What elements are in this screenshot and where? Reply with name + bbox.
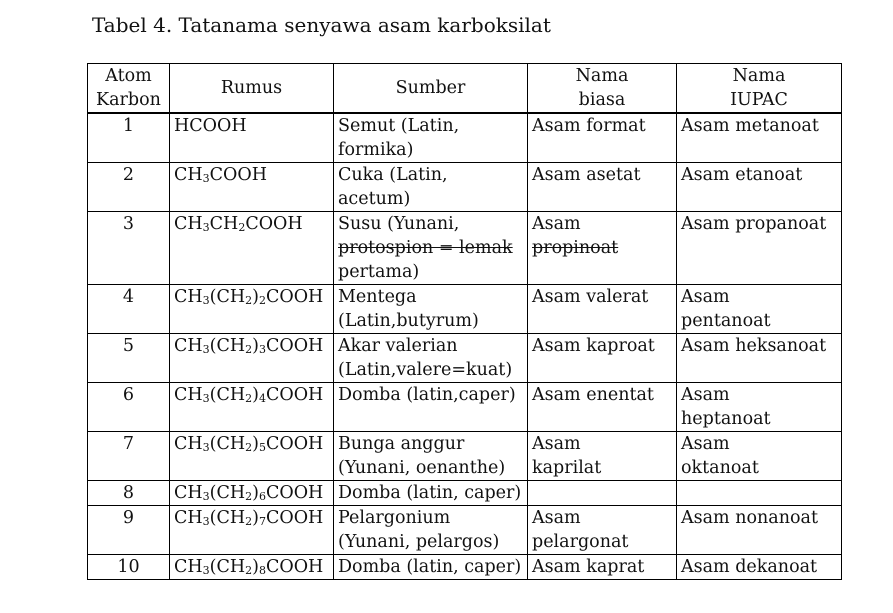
formula [170,212,334,285]
source [334,113,528,163]
formula-part: CH [174,557,203,577]
source-text: (Latin,valere=kuat) [338,360,513,380]
common-name-text: Asam [532,434,581,454]
formula-part: (CH [209,434,246,454]
atom-count: 4 [88,285,170,334]
table-row [88,334,842,383]
formula-part: CH [174,385,203,405]
formula-subscript: 3 [258,343,266,356]
common-name: Asam valerat [528,285,677,334]
formula-part: ) [252,385,259,405]
table-row [88,481,842,506]
atom-count: 7 [88,432,170,481]
source-text: Semut (Latin, [338,116,460,136]
source-text: Mentega [338,287,417,307]
formula-part: (CH [209,483,246,503]
iupac-name: Asam dekanoat [677,555,842,580]
iupac-text: pentanoat [681,311,771,331]
formula-subscript: 6 [258,490,266,503]
header-nama-iupac [677,64,842,114]
formula-part: CH [174,336,203,356]
formula-subscript: 2 [238,221,246,234]
formula-subscript: 5 [258,441,266,454]
formula-part: COOH [265,557,324,577]
formula-subscript: 3 [202,343,210,356]
iupac-name: Asam nonanoat [677,506,842,555]
common-name: Asam kaproat [528,334,677,383]
formula-part: (CH [209,287,246,307]
iupac-name: Asam etanoat [677,163,842,212]
formula-subscript: 3 [202,564,210,577]
formula-part: ) [252,434,259,454]
source: Domba (latin,caper) [334,383,528,432]
table-row [88,383,842,432]
formula-subscript: 2 [245,490,253,503]
formula-subscript: 7 [258,515,266,528]
formula-part: COOH [209,165,268,185]
source-text: Susu (Yunani, [338,214,460,234]
source: Cuka (Latin, acetum) [334,163,528,212]
formula-subscript: 3 [202,490,210,503]
source-text: (Latin,butyrum) [338,311,479,331]
common-name: Asam kaprat [528,555,677,580]
common-name: Asam format [528,113,677,163]
table-row [88,555,842,580]
iupac-text: Asam [681,434,730,454]
header-atom-karbon [88,64,170,114]
source: Domba (latin, caper) [334,555,528,580]
common-name [528,481,677,506]
table-row [88,212,842,285]
source-text: pertama) [338,262,420,282]
formula-subscript: 2 [245,343,253,356]
formula-subscript: 3 [202,221,210,234]
formula-part: ) [252,287,259,307]
source-text: protospion = lemak [338,238,513,258]
formula-subscript: 3 [202,441,210,454]
iupac-name [677,481,842,506]
source-text: (Yunani, pelargos) [338,532,500,552]
iupac-text: Asam [681,287,730,307]
formula-part: COOH [265,336,324,356]
table-row [88,285,842,334]
header-text: Nama [732,66,786,86]
formula [170,285,334,334]
formula-subscript: 3 [202,392,210,405]
atom-count: 1 [88,113,170,163]
formula-subscript: 3 [202,515,210,528]
header-nama-biasa [528,64,677,114]
formula-part: ) [252,483,259,503]
common-name: Asam asetat [528,163,677,212]
carboxylic-acid-table [87,63,842,580]
formula [170,432,334,481]
common-name [528,212,677,285]
header-row [88,64,842,114]
iupac-name: Asam propanoat [677,212,842,285]
formula-subscript: 8 [258,564,266,577]
formula-part: (CH [209,385,246,405]
header-sumber: Sumber [334,64,528,114]
formula: HCOOH [170,113,334,163]
source [334,432,528,481]
table-row [88,163,842,212]
table-caption: Tabel 4. Tatanama senyawa asam karboksilat [92,13,551,37]
source [334,334,528,383]
iupac-name [677,383,842,432]
atom-count: 6 [88,383,170,432]
formula-subscript: 3 [202,294,210,307]
table-row [88,506,842,555]
atom-count: 3 [88,212,170,285]
formula-part: (CH [209,557,246,577]
iupac-text: oktanoat [681,458,759,478]
formula-subscript: 4 [258,392,266,405]
source-text: (Yunani, oenanthe) [338,458,506,478]
formula-part: (CH [209,508,246,528]
formula [170,555,334,580]
formula-part: COOH [245,214,303,234]
common-name: Asam enentat [528,383,677,432]
iupac-name [677,432,842,481]
formula-part: CH [174,287,203,307]
formula-part: COOH [265,434,324,454]
common-name-text: Asam [532,214,581,234]
header-rumus: Rumus [170,64,334,114]
formula-part: (CH [209,336,246,356]
iupac-name [677,285,842,334]
formula-part: COOH [265,287,324,307]
source [334,212,528,285]
atom-count: 2 [88,163,170,212]
atom-count: 8 [88,481,170,506]
formula-subscript: 2 [245,515,253,528]
formula-part: CH [174,483,203,503]
formula-subscript: 2 [258,294,266,307]
common-name-text: pelargonat [532,532,629,552]
source [334,506,528,555]
formula-subscript: 2 [245,294,253,307]
formula-subscript: 2 [245,441,253,454]
formula [170,481,334,506]
formula-part: COOH [265,385,324,405]
formula-subscript: 2 [245,392,253,405]
formula-part: ) [252,508,259,528]
source-text: formika) [338,140,414,160]
formula [170,163,334,212]
common-name [528,432,677,481]
header-text: Karbon [96,90,161,110]
header-text: IUPAC [730,90,788,110]
iupac-text: Asam [681,385,730,405]
formula-part: ) [252,336,259,356]
atom-count: 10 [88,555,170,580]
common-name-text: Asam [532,508,581,528]
source-text: Pelargonium [338,508,451,528]
atom-count: 9 [88,506,170,555]
iupac-name: Asam heksanoat [677,334,842,383]
iupac-name: Asam metanoat [677,113,842,163]
source-text: Akar valerian [338,336,458,356]
header-text: Nama [575,66,629,86]
formula-part: COOH [265,483,324,503]
formula-part: CH [174,508,203,528]
atom-count: 5 [88,334,170,383]
formula-part: CH [174,214,203,234]
header-text: Atom [105,66,152,86]
formula [170,334,334,383]
table-row [88,432,842,481]
common-name-text: kaprilat [532,458,602,478]
formula-part: CH [174,165,203,185]
formula [170,383,334,432]
formula-part: CH [209,214,239,234]
formula-subscript: 2 [245,564,253,577]
common-name-text: propinoat [532,238,619,258]
iupac-text: heptanoat [681,409,771,429]
formula-part: ) [252,557,259,577]
source [334,285,528,334]
formula-subscript: 3 [202,172,210,185]
formula-part: CH [174,434,203,454]
source-text: Bunga anggur [338,434,465,454]
source: Domba (latin, caper) [334,481,528,506]
formula-part: COOH [265,508,324,528]
formula [170,506,334,555]
header-text: biasa [578,90,626,110]
common-name [528,506,677,555]
table-row [88,113,842,163]
